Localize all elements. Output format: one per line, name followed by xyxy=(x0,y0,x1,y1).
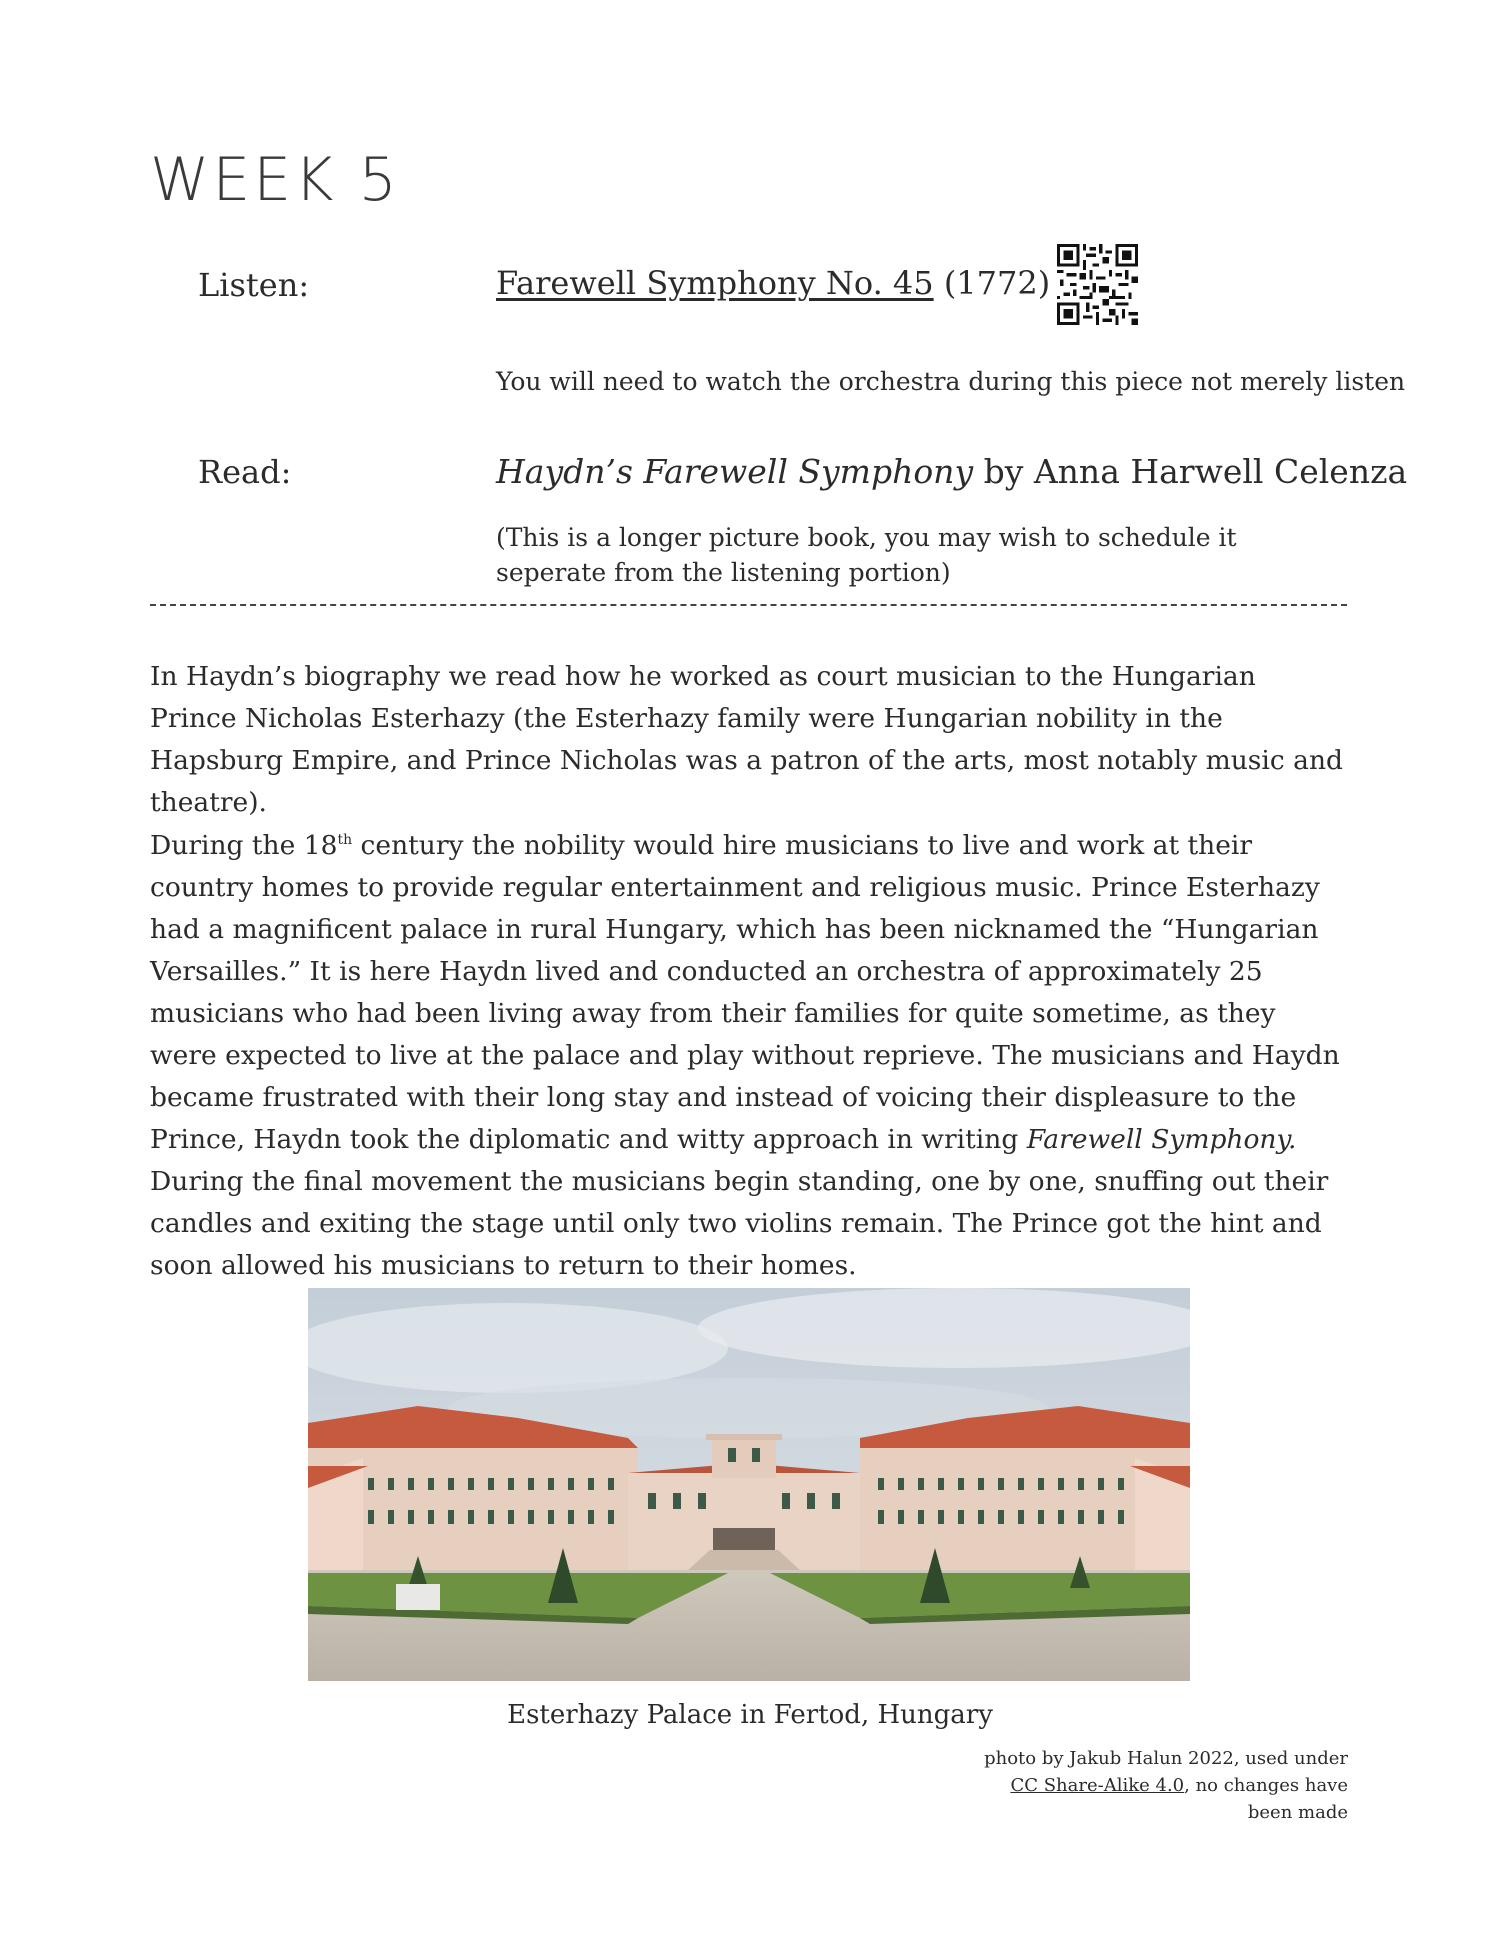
read-note: (This is a longer picture book, you may wish to schedule it seperate from the listening portion) xyxy=(496,523,1237,587)
symphony-link[interactable]: Farewell Symphony No. 45 xyxy=(496,264,934,302)
read-line xyxy=(496,452,1407,491)
symphony-year: (1772) xyxy=(943,264,1051,302)
p2-start: During the 18 xyxy=(150,830,338,861)
paragraph-farewell-story xyxy=(150,825,1350,1287)
listen-line xyxy=(496,264,1050,302)
credit-text-1: photo by Jakub Halun 2022, used under xyxy=(984,1748,1348,1769)
p2-end: During the final movement the musicians begin standing, one by one, snuffing out their candles and exiting the stage until only two violins remain. The Prince got the hint and soon allowed his musicians to return to their homes. xyxy=(150,1166,1329,1281)
book-title: Haydn’s Farewell Symphony xyxy=(496,452,974,491)
listen-note: You will need to watch the orchestra during this piece not merely listen xyxy=(496,367,1406,396)
qr-code-icon[interactable] xyxy=(1057,244,1138,325)
ordinal-suffix: th xyxy=(337,832,353,849)
week-title: WEEK 5 xyxy=(150,145,400,215)
photo-caption: Esterhazy Palace in Fertod, Hungary xyxy=(507,1700,993,1730)
listen-label: Listen: xyxy=(198,266,310,304)
p2-mid: century the nobility would hire musicians to live and work at their country homes to provide regular entertainment and religious music. Prince Esterhazy had a magnificent palace in rural Hungary, which has been nicknamed the “Hungarian Versailles.” It is here Haydn lived and conducted an orchestra of approximately 25 musicians who had been living away from their families for quite sometime, as they were expected to live at the palace and play without reprieve. The musicians and Haydn became frustrated with their long stay and instead of voicing their displeasure to the Prince, Haydn took the diplomatic and witty approach in writing xyxy=(150,830,1340,1155)
credit-text-2: , no changes have been made xyxy=(1184,1775,1348,1823)
dashed-divider xyxy=(150,604,1347,606)
license-link[interactable]: CC Share-Alike 4.0 xyxy=(1010,1775,1185,1796)
book-author: by Anna Harwell Celenza xyxy=(983,452,1408,491)
photo-credit xyxy=(968,1745,1348,1826)
palace-photo xyxy=(308,1288,1190,1681)
paragraph-biography: In Haydn’s biography we read how he worked as court musician to the Hungarian Prince Nicholas Esterhazy (the Esterhazy family were Hungarian nobility in the Hapsburg Empire, and Prince Nicholas was a patron of the arts, most notably music and theatre). xyxy=(150,661,1343,818)
symphony-title-italic: Farewell Symphony. xyxy=(1026,1124,1297,1155)
read-label: Read: xyxy=(198,453,292,491)
